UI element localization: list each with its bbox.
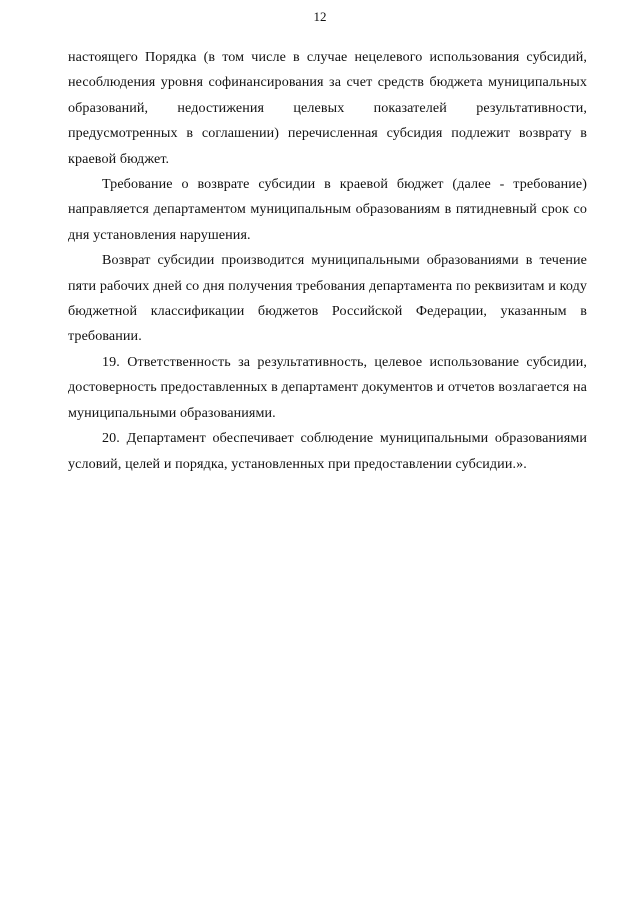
paragraph-refund-procedure: Возврат субсидии производится муниципальными образованиями в течение пяти рабочих дней со дня получения требования департамента по реквизитам и коду бюджетной классификации бюджетов Российской Федерации, указанным в требовании.	[68, 252, 587, 345]
paragraph-return-conditions: настоящего Порядка (в том числе в случае нецелевого использования субсидий, несоблюдения уровня софинансирования за счет средств бюджета муниципальных образований, недостижения целевых показателей результативности, предусмотренных в соглашении) перечисленная субсидия подлежит возврату в краевой бюджет.	[68, 49, 587, 167]
paragraph-requirement: Требование о возврате субсидии в краевой бюджет (далее - требование) направляется департаментом муниципальным образованиям в пятидневный срок со дня установления нарушения.	[68, 176, 587, 243]
paragraph-item-19: 19. Ответственность за результативность, целевое использование субсидии, достоверность предоставленных в департамент документов и отчетов возлагается на муниципальными образованиями.	[68, 353, 587, 421]
document-body	[68, 45, 587, 477]
page-number: 12	[313, 9, 327, 24]
paragraph-item-20: 20. Департамент обеспечивает соблюдение муниципальными образованиями условий, целей и порядка, установленных при предоставлении субсидии.».	[68, 430, 587, 472]
